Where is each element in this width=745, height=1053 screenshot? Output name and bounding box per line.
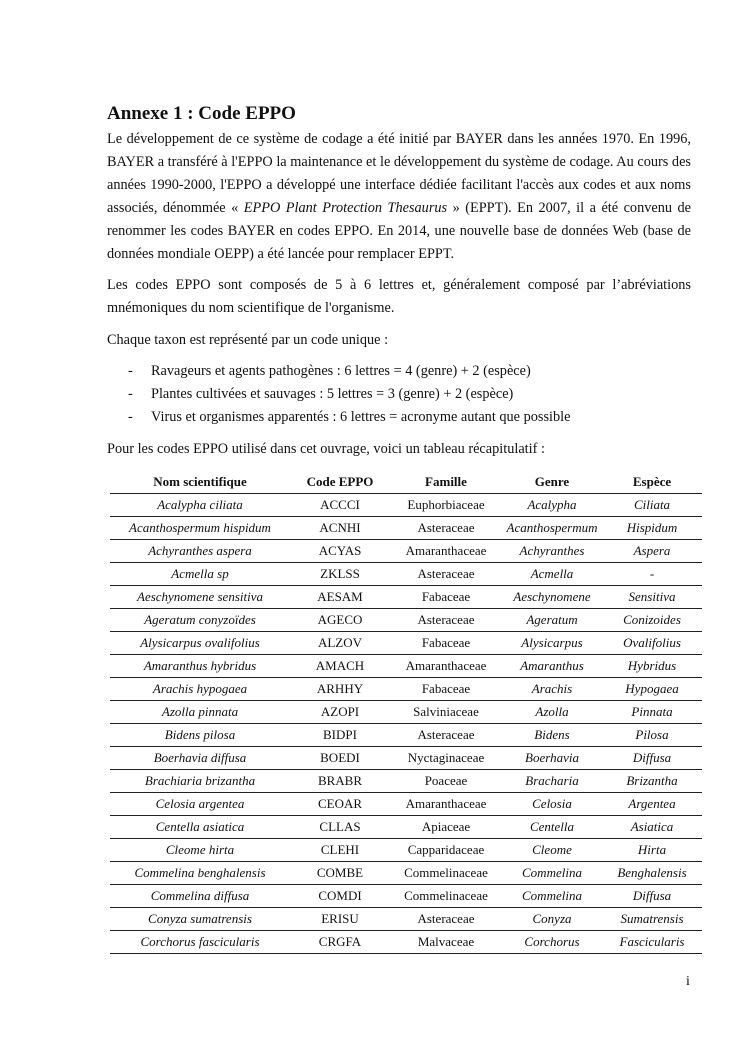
scientific-name-cell: Amaranthus hybridus [110, 655, 290, 678]
eppo-code-cell: CEOAR [290, 793, 390, 816]
family-cell: Commelinaceae [390, 885, 502, 908]
list-item [107, 360, 691, 383]
eppo-code-cell: ACNHI [290, 517, 390, 540]
scientific-name-cell: Acalypha ciliata [110, 494, 290, 517]
genus-cell: Corchorus [502, 931, 602, 954]
species-cell: Aspera [602, 540, 702, 563]
table-row [110, 908, 702, 931]
table-row [110, 609, 702, 632]
eppo-code-cell: AMACH [290, 655, 390, 678]
species-cell: Diffusa [602, 885, 702, 908]
eppo-code-cell: BIDPI [290, 724, 390, 747]
genus-cell: Azolla [502, 701, 602, 724]
family-cell: Salviniaceae [390, 701, 502, 724]
codes-composition-paragraph: Les codes EPPO sont composés de 5 à 6 lettres et, généralement composé par l’abréviations mnémoniques du nom scientifique de l'organisme. [107, 277, 691, 316]
genus-cell: Arachis [502, 678, 602, 701]
table-row [110, 701, 702, 724]
scientific-name-cell: Acanthospermum hispidum [110, 517, 290, 540]
genus-cell: Amaranthus [502, 655, 602, 678]
family-cell: Amaranthaceae [390, 793, 502, 816]
family-cell: Amaranthaceae [390, 540, 502, 563]
table-row [110, 494, 702, 517]
family-cell: Apiaceae [390, 816, 502, 839]
family-cell: Euphorbiaceae [390, 494, 502, 517]
intro-text-start: Le développement de ce système de codage a été initié par BAYER dans les années 1970. En 1996, BAYER a transféré à l'EPPO la maintenance et le développement du système de codage. Au cours des années 1990-2000, l'EPPO a développé une interface dédiée facilitant l'accès aux codes et aux noms associés, dénommée « [107, 131, 691, 216]
eppo-code-cell: CLLAS [290, 816, 390, 839]
scientific-name-cell: Aeschynomene sensitiva [110, 586, 290, 609]
species-cell: Argentea [602, 793, 702, 816]
family-cell: Asteraceae [390, 517, 502, 540]
table-row [110, 793, 702, 816]
family-cell: Amaranthaceae [390, 655, 502, 678]
eppo-code-cell: BRABR [290, 770, 390, 793]
genus-cell: Alysicarpus [502, 632, 602, 655]
family-cell: Fabaceae [390, 586, 502, 609]
eppo-code-cell: AESAM [290, 586, 390, 609]
scientific-name-cell: Boerhavia diffusa [110, 747, 290, 770]
list-item-text: Ravageurs et agents pathogènes : 6 lettres = 4 (genre) + 2 (espèce) [151, 363, 531, 379]
table-row [110, 678, 702, 701]
table-row [110, 931, 702, 954]
table-row [110, 839, 702, 862]
table-row [110, 563, 702, 586]
table-row [110, 747, 702, 770]
eppo-code-cell: COMDI [290, 885, 390, 908]
eppo-code-cell: ACYAS [290, 540, 390, 563]
table-header-row [110, 470, 702, 494]
species-cell: Ovalifolius [602, 632, 702, 655]
scientific-name-cell: Commelina diffusa [110, 885, 290, 908]
species-cell: Sumatrensis [602, 908, 702, 931]
species-cell: Pilosa [602, 724, 702, 747]
table-row [110, 885, 702, 908]
taxon-paragraph: Chaque taxon est représenté par un code unique : [107, 332, 389, 348]
table-body [110, 494, 702, 954]
header-scientific-name: Nom scientifique [110, 470, 290, 494]
family-cell: Fabaceae [390, 632, 502, 655]
code-rules-list [107, 360, 691, 429]
eppo-code-cell: ARHHY [290, 678, 390, 701]
genus-cell: Ageratum [502, 609, 602, 632]
species-cell: Hypogaea [602, 678, 702, 701]
species-cell: Sensitiva [602, 586, 702, 609]
scientific-name-cell: Brachiaria brizantha [110, 770, 290, 793]
table-intro-paragraph: Pour les codes EPPO utilisé dans cet ouvrage, voici un tableau récapitulatif : [107, 441, 545, 457]
genus-cell: Bidens [502, 724, 602, 747]
scientific-name-cell: Arachis hypogaea [110, 678, 290, 701]
genus-cell: Acalypha [502, 494, 602, 517]
eppo-code-cell: COMBE [290, 862, 390, 885]
species-cell: - [602, 563, 702, 586]
family-cell: Poaceae [390, 770, 502, 793]
species-cell: Benghalensis [602, 862, 702, 885]
table-row [110, 540, 702, 563]
species-cell: Asiatica [602, 816, 702, 839]
family-cell: Fabaceae [390, 678, 502, 701]
eppo-code-cell: ERISU [290, 908, 390, 931]
scientific-name-cell: Conyza sumatrensis [110, 908, 290, 931]
genus-cell: Achyranthes [502, 540, 602, 563]
annex-title: Annexe 1 : Code EPPO [107, 103, 296, 124]
genus-cell: Commelina [502, 885, 602, 908]
species-cell: Ciliata [602, 494, 702, 517]
eppo-codes-table [110, 470, 702, 954]
family-cell: Nyctaginaceae [390, 747, 502, 770]
eppo-code-cell: AGECO [290, 609, 390, 632]
scientific-name-cell: Acmella sp [110, 563, 290, 586]
intro-paragraph [107, 128, 691, 266]
scientific-name-cell: Ageratum conyzoïdes [110, 609, 290, 632]
family-cell: Commelinaceae [390, 862, 502, 885]
eppo-code-cell: AZOPI [290, 701, 390, 724]
family-cell: Asteraceae [390, 563, 502, 586]
genus-cell: Conyza [502, 908, 602, 931]
family-cell: Asteraceae [390, 609, 502, 632]
header-genus: Genre [502, 470, 602, 494]
intro-text-end: » (EPPT). En 2007, il a été convenu de renommer les codes BAYER en codes EPPO. En 2014, une nouvelle base de données Web (base de données mondiale OEPP) a été lancée pour remplacer EPPT. [107, 200, 691, 262]
eppo-code-cell: ZKLSS [290, 563, 390, 586]
species-cell: Hirta [602, 839, 702, 862]
genus-cell: Aeschynomene [502, 586, 602, 609]
table-row [110, 724, 702, 747]
bullet-dash: - [128, 409, 133, 425]
bullet-dash: - [128, 386, 133, 402]
list-item [107, 383, 691, 406]
eppo-code-cell: CLEHI [290, 839, 390, 862]
scientific-name-cell: Corchorus fascicularis [110, 931, 290, 954]
family-cell: Capparidaceae [390, 839, 502, 862]
eppt-italic-name: EPPO Plant Protection Thesaurus [243, 200, 448, 216]
eppo-code-cell: BOEDI [290, 747, 390, 770]
family-cell: Asteraceae [390, 908, 502, 931]
eppo-code-cell: ALZOV [290, 632, 390, 655]
table-row [110, 517, 702, 540]
list-item-text: Plantes cultivées et sauvages : 5 lettres = 3 (genre) + 2 (espèce) [151, 386, 514, 402]
scientific-name-cell: Celosia argentea [110, 793, 290, 816]
eppo-code-cell: ACCCI [290, 494, 390, 517]
table-row [110, 816, 702, 839]
header-species: Espèce [602, 470, 702, 494]
scientific-name-cell: Centella asiatica [110, 816, 290, 839]
species-cell: Conizoides [602, 609, 702, 632]
species-cell: Fascicularis [602, 931, 702, 954]
scientific-name-cell: Alysicarpus ovalifolius [110, 632, 290, 655]
table-row [110, 586, 702, 609]
genus-cell: Centella [502, 816, 602, 839]
table-row [110, 632, 702, 655]
scientific-name-cell: Commelina benghalensis [110, 862, 290, 885]
page-number: i [686, 974, 690, 989]
scientific-name-cell: Azolla pinnata [110, 701, 290, 724]
scientific-name-cell: Bidens pilosa [110, 724, 290, 747]
species-cell: Hybridus [602, 655, 702, 678]
table-row [110, 862, 702, 885]
genus-cell: Boerhavia [502, 747, 602, 770]
scientific-name-cell: Cleome hirta [110, 839, 290, 862]
genus-cell: Celosia [502, 793, 602, 816]
family-cell: Malvaceae [390, 931, 502, 954]
genus-cell: Acanthospermum [502, 517, 602, 540]
species-cell: Brizantha [602, 770, 702, 793]
species-cell: Hispidum [602, 517, 702, 540]
genus-cell: Bracharia [502, 770, 602, 793]
species-cell: Pinnata [602, 701, 702, 724]
eppo-code-cell: CRGFA [290, 931, 390, 954]
genus-cell: Cleome [502, 839, 602, 862]
list-item [107, 406, 691, 429]
species-cell: Diffusa [602, 747, 702, 770]
list-item-text: Virus et organismes apparentés : 6 lettres = acronyme autant que possible [151, 409, 571, 425]
table-row [110, 770, 702, 793]
genus-cell: Acmella [502, 563, 602, 586]
genus-cell: Commelina [502, 862, 602, 885]
scientific-name-cell: Achyranthes aspera [110, 540, 290, 563]
header-eppo-code: Code EPPO [290, 470, 390, 494]
bullet-dash: - [128, 363, 133, 379]
header-family: Famille [390, 470, 502, 494]
family-cell: Asteraceae [390, 724, 502, 747]
table-row [110, 655, 702, 678]
